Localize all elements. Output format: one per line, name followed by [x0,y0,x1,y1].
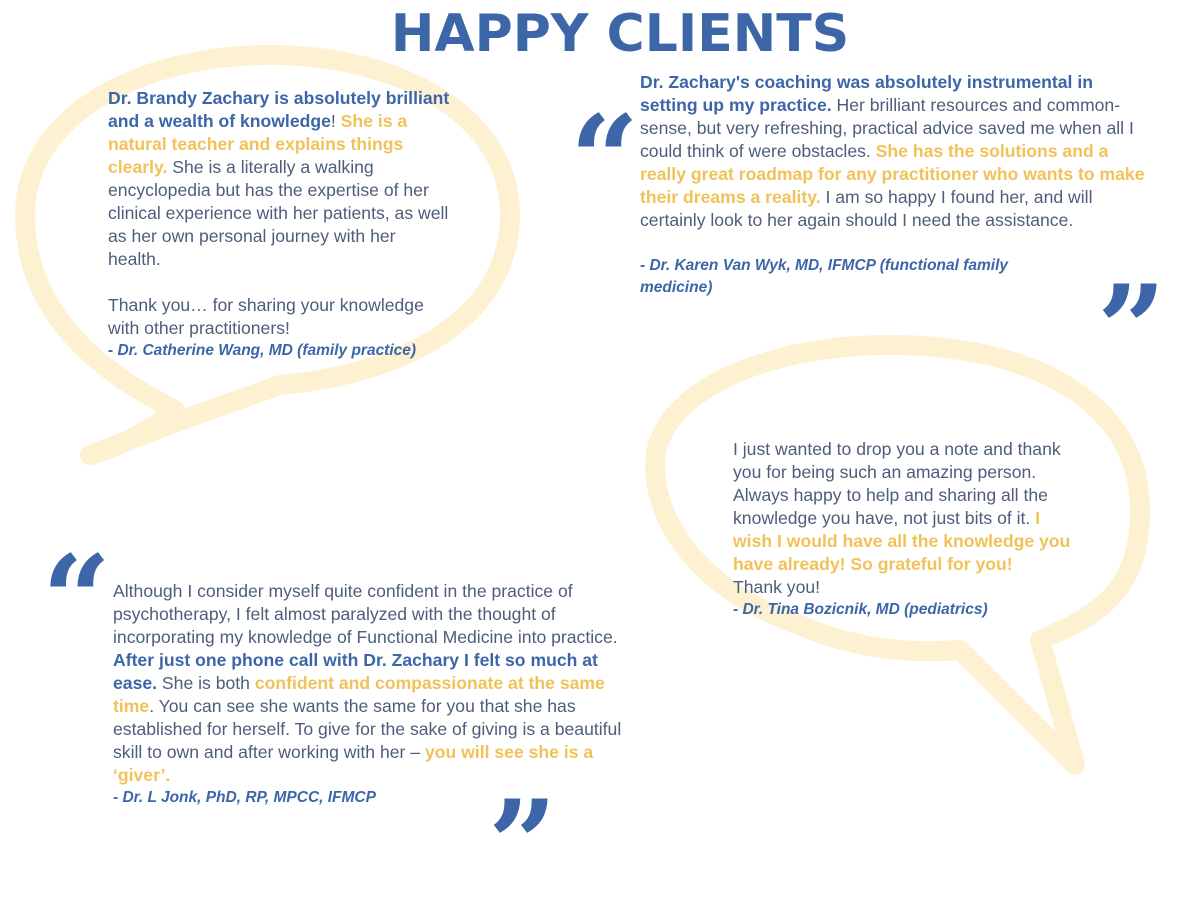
testimonial-author: - Dr. Catherine Wang, MD (family practice) [108,342,417,359]
body-text: Although I consider myself quite confident in the practice of psychotherapy, I felt almost paralyzed with the thought of incorporating my knowledge of Functional Medicine into practice. [113,581,618,647]
body-text: She is both [157,673,250,693]
testimonial-body [108,87,453,271]
body-text: I am so happy I found her, and will certainly look to her again should I need the assistance. [640,187,1093,230]
testimonial-catherine-wang [108,87,453,362]
body-text: I just wanted to drop you a note and thank you for being such an amazing person. Always happy to help and sharing all the knowledge you have, not just bits of it. [733,439,1061,528]
testimonial-karen-van-wyk [640,71,1155,299]
testimonial-author: - Dr. Tina Bozicnik, MD (pediatrics) [733,601,988,618]
open-quote-icon: “ [42,529,112,670]
body-text: ! [330,111,341,131]
body-text: . You can see she wants the same for you that she has established for herself. To give for the sake of giving is a beautiful skill to own and after working with her – [113,696,622,762]
testimonial-body [733,438,1078,576]
testimonial-closing: Thank you… for sharing your knowledge with other practitioners! [108,295,424,338]
body-text: She is a literally a walking encyclopedia but has the expertise of her clinical experience with her patients, as well as her own personal journey with her health. [108,157,449,269]
testimonial-author: - Dr. L Jonk, PhD, RP, MPCC, IFMCP [113,789,376,806]
testimonial-body [640,71,1155,232]
close-quote-icon: ” [1097,259,1167,400]
testimonial-closing: Thank you! [733,577,821,597]
highlight-blue: Dr. Brandy Zachary is absolutely brilliant and a wealth of knowledge [108,88,450,131]
highlight-yellow: She is a natural teacher and explains things clearly. [108,111,408,177]
highlight-blue: Dr. Zachary's coaching was absolutely instrumental in setting up my practice. [640,72,1093,115]
highlight-yellow: I wish I would have all the knowledge you have already! So grateful for you! [733,508,1071,574]
highlight-yellow: you will see she is a ‘giver’. [113,742,594,785]
highlight-yellow: confident and compassionate at the same time [113,673,605,716]
open-quote-icon: “ [570,89,640,230]
testimonial-body [113,580,633,787]
testimonial-tina-bozicnik [733,438,1078,621]
highlight-yellow: She has the solutions and a really great roadmap for any practitioner who wants to make their dreams a reality. [640,141,1145,207]
body-text: Her brilliant resources and common-sense, but very refreshing, practical advice saved me when all I could think of were obstacles. [640,95,1134,161]
testimonial-author: - Dr. Karen Van Wyk, MD, IFMCP (functional family medicine) [640,257,1009,296]
highlight-blue: After just one phone call with Dr. Zachary I felt so much at ease. [113,650,598,693]
page-title: HAPPY CLIENTS [390,4,850,64]
close-quote-icon: ” [488,774,558,915]
